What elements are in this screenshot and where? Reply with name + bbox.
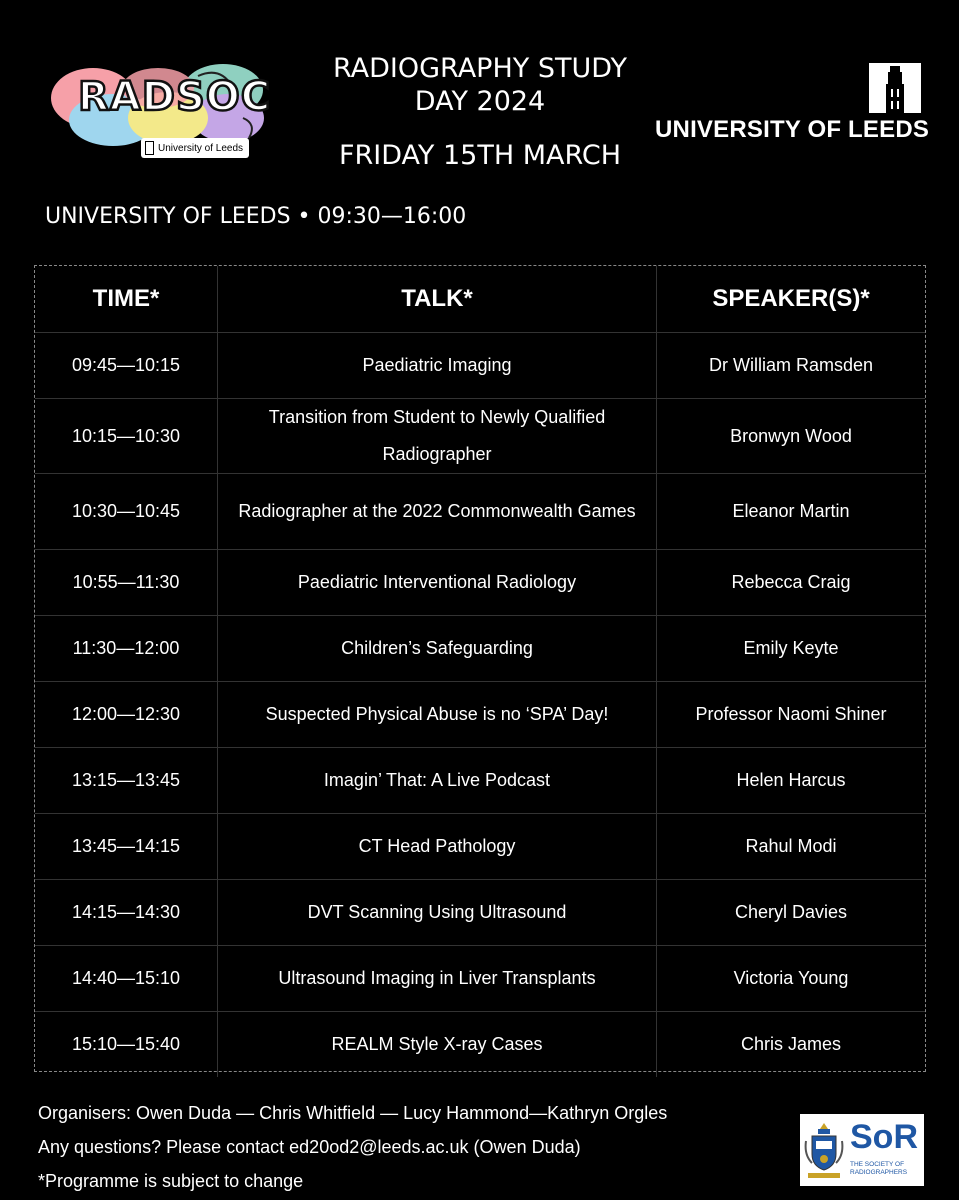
talk-cell: Radiographer at the 2022 Commonwealth Games	[218, 474, 657, 550]
event-title	[300, 52, 660, 118]
table-row	[35, 333, 925, 399]
speaker-cell: Rebecca Craig	[657, 550, 926, 616]
table-row	[35, 474, 925, 550]
header-talk: TALK*	[218, 266, 657, 333]
speaker-cell: Eleanor Martin	[657, 474, 926, 550]
time-cell: 10:55—11:30	[35, 550, 218, 616]
table-row	[35, 880, 925, 946]
speaker-cell: Chris James	[657, 1012, 926, 1077]
radsoc-university-badge	[141, 138, 249, 158]
event-title-line2: DAY 2024	[414, 86, 546, 117]
speaker-cell: Cheryl Davies	[657, 880, 926, 946]
table-row	[35, 399, 925, 474]
talk-cell: Children’s Safeguarding	[218, 616, 657, 682]
time-cell: 13:45—14:15	[35, 814, 218, 880]
university-logo-text: UNIVERSITY OF LEEDS	[655, 116, 930, 143]
radsoc-wordmark: RADSOC	[78, 74, 272, 120]
sor-logo	[800, 1114, 924, 1186]
table-row	[35, 748, 925, 814]
speaker-cell: Rahul Modi	[657, 814, 926, 880]
university-tower-icon	[869, 63, 921, 113]
table-row	[35, 550, 925, 616]
event-title-line1: RADIOGRAPHY STUDY	[332, 53, 628, 84]
speaker-cell: Professor Naomi Shiner	[657, 682, 926, 748]
crest-icon	[804, 1119, 844, 1181]
time-cell: 13:15—13:45	[35, 748, 218, 814]
header-time: TIME*	[35, 266, 218, 333]
time-cell: 15:10—15:40	[35, 1012, 218, 1077]
radsoc-logo	[48, 58, 270, 162]
table-row	[35, 814, 925, 880]
sor-name: THE SOCIETY OF RADIOGRAPHERS	[850, 1161, 908, 1176]
table-row	[35, 616, 925, 682]
talk-cell: Paediatric Imaging	[218, 333, 657, 399]
schedule-table	[34, 265, 926, 1072]
talk-cell: CT Head Pathology	[218, 814, 657, 880]
table-row	[35, 946, 925, 1012]
speaker-cell: Bronwyn Wood	[657, 399, 926, 474]
time-cell: 12:00—12:30	[35, 682, 218, 748]
table-header-row	[35, 266, 925, 333]
time-cell: 10:30—10:45	[35, 474, 218, 550]
time-cell: 11:30—12:00	[35, 616, 218, 682]
header-speakers: SPEAKER(S)*	[657, 266, 926, 333]
radsoc-university-label: University of Leeds	[158, 142, 244, 154]
talk-cell: Paediatric Interventional Radiology	[218, 550, 657, 616]
talk-cell: Ultrasound Imaging in Liver Transplants	[218, 946, 657, 1012]
contact-line: Any questions? Please contact ed20od2@leeds.ac.uk (Owen Duda)	[38, 1137, 581, 1157]
table-row	[35, 1012, 925, 1077]
speaker-cell: Emily Keyte	[657, 616, 926, 682]
disclaimer-line: *Programme is subject to change	[38, 1171, 304, 1191]
talk-cell: Imagin’ That: A Live Podcast	[218, 748, 657, 814]
time-cell: 14:40—15:10	[35, 946, 218, 1012]
talk-cell: Transition from Student to Newly Qualified Radiographer	[218, 399, 657, 474]
event-date: FRIDAY 15TH MARCH	[338, 140, 622, 171]
talk-cell: DVT Scanning Using Ultrasound	[218, 880, 657, 946]
organisers-line: Organisers: Owen Duda — Chris Whitfield — Lucy Hammond—Kathryn Orgles	[38, 1103, 668, 1123]
venue-time: UNIVERSITY OF LEEDS • 09:30—16:00	[45, 204, 467, 229]
speaker-cell: Helen Harcus	[657, 748, 926, 814]
speaker-cell: Dr William Ramsden	[657, 333, 926, 399]
time-cell: 10:15—10:30	[35, 399, 218, 474]
talk-cell: Suspected Physical Abuse is no ‘SPA’ Day!	[218, 682, 657, 748]
speaker-cell: Victoria Young	[657, 946, 926, 1012]
tower-icon	[145, 141, 154, 155]
time-cell: 09:45—10:15	[35, 333, 218, 399]
sor-wordmark: SoR	[850, 1118, 918, 1156]
talk-cell: REALM Style X-ray Cases	[218, 1012, 657, 1077]
footer	[38, 1096, 667, 1198]
time-cell: 14:15—14:30	[35, 880, 218, 946]
table-row	[35, 682, 925, 748]
